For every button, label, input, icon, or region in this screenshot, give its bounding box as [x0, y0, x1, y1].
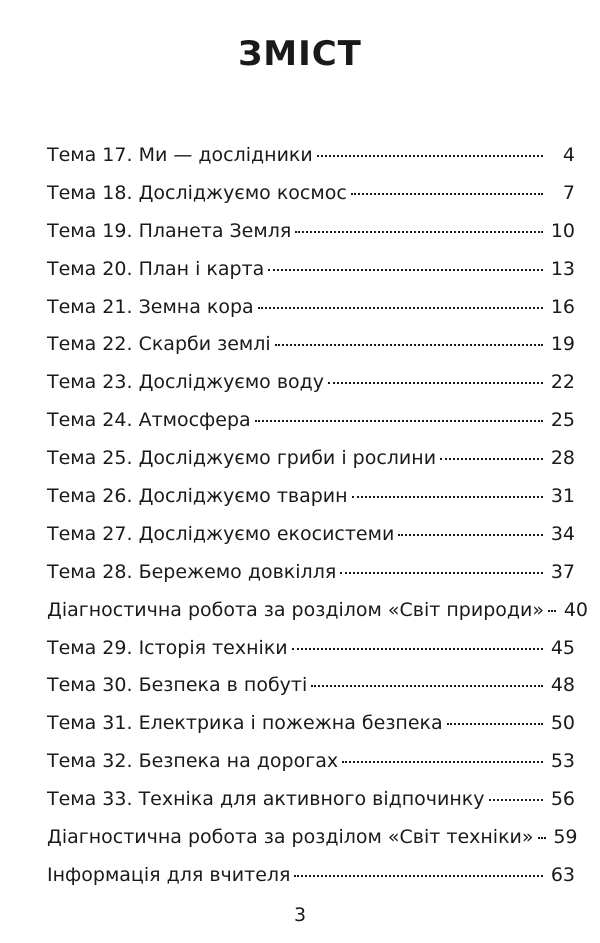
toc-entry-label: Тема 19. Планета Земля — [47, 219, 292, 242]
toc-entry-label: Тема 30. Безпека в побуті — [47, 674, 308, 697]
toc-entry-page: 4 — [562, 144, 575, 166]
toc-entry-page: 16 — [550, 295, 575, 318]
toc-entry-page: 10 — [550, 219, 575, 242]
toc-entry — [47, 220, 575, 258]
toc-entry — [47, 258, 575, 296]
toc-leader-dots — [398, 534, 543, 536]
toc-entry-label: Тема 17. Ми — дослідники — [47, 144, 313, 166]
toc-entry-page: 50 — [550, 712, 575, 735]
toc-entry-page: 53 — [550, 750, 575, 773]
toc-entry-page: 63 — [550, 863, 575, 886]
toc-leader-dots — [447, 723, 543, 725]
toc-entry — [47, 674, 575, 712]
toc-entry — [47, 409, 575, 447]
toc-leader-dots — [268, 269, 543, 271]
toc-entry-label: Тема 23. Досліджуємо воду — [47, 371, 325, 394]
toc-leader-dots — [275, 344, 543, 346]
toc-entry — [47, 333, 575, 371]
toc-leader-dots — [440, 458, 543, 460]
toc-entry-label: Тема 32. Безпека на дорогах — [47, 750, 339, 773]
toc-entry-label: Тема 24. Атмосфера — [47, 409, 251, 432]
toc-entry — [47, 296, 575, 334]
toc-entry-label: Діагностична робота за розділом «Світ техніки» — [47, 826, 534, 849]
page-number: 3 — [293, 904, 307, 926]
toc-entry — [47, 561, 575, 599]
toc-leader-dots — [351, 193, 543, 195]
table-of-contents — [47, 144, 588, 902]
toc-entry-page: 48 — [550, 674, 575, 697]
toc-leader-dots — [548, 610, 556, 612]
toc-entry-label: Тема 28. Бережемо довкілля — [47, 560, 337, 583]
toc-entry-page: 28 — [550, 447, 575, 470]
toc-entry — [47, 523, 575, 561]
toc-entry-page: 45 — [550, 636, 575, 659]
toc-entry-label: Тема 27. Досліджуємо екосистеми — [47, 522, 395, 545]
toc-entry-label: Тема 31. Електрика і пожежна безпека — [47, 712, 443, 735]
toc-leader-dots — [352, 496, 543, 498]
toc-entry-label: Тема 29. Історія техніки — [47, 636, 288, 659]
toc-entry — [47, 788, 575, 826]
toc-entry-page: 13 — [550, 257, 575, 280]
toc-leader-dots — [340, 572, 543, 574]
page-title: ЗМІСТ — [238, 34, 362, 74]
toc-entry-page: 22 — [550, 371, 575, 394]
toc-entry-label: Тема 22. Скарби землі — [47, 333, 271, 356]
toc-leader-dots — [342, 761, 543, 763]
toc-entry — [47, 750, 575, 788]
toc-entry — [47, 144, 575, 182]
toc-entry-page: 59 — [553, 826, 578, 849]
toc-entry — [47, 447, 575, 485]
toc-entry-label: Тема 26. Досліджуємо тварин — [47, 485, 348, 508]
toc-entry-label: Тема 33. Техніка для активного відпочинку — [47, 788, 485, 811]
toc-entry-label: Тема 21. Земна кора — [47, 295, 254, 318]
toc-entry — [47, 371, 575, 409]
toc-entry-page: 37 — [550, 560, 575, 583]
toc-leader-dots — [258, 307, 543, 309]
toc-leader-dots — [311, 685, 543, 687]
toc-entry — [47, 712, 575, 750]
toc-leader-dots — [295, 231, 543, 233]
toc-entry-page: 25 — [550, 409, 575, 432]
toc-leader-dots — [489, 799, 543, 801]
toc-leader-dots — [538, 837, 546, 839]
toc-entry-label: Тема 25. Досліджуємо гриби і рослини — [47, 447, 437, 470]
toc-entry-page: 56 — [550, 788, 575, 811]
toc-entry — [47, 485, 575, 523]
toc-leader-dots — [317, 155, 543, 157]
toc-leader-dots — [294, 875, 543, 877]
toc-leader-dots — [328, 382, 543, 384]
toc-entry-page: 19 — [550, 333, 575, 356]
toc-leader-dots — [292, 648, 543, 650]
toc-entry — [47, 826, 578, 864]
toc-entry-label: Діагностична робота за розділом «Світ природи» — [47, 598, 544, 621]
toc-entry-label: Тема 18. Досліджуємо космос — [47, 181, 347, 204]
toc-entry-label: Інформація для вчителя — [47, 863, 291, 886]
toc-leader-dots — [255, 420, 543, 422]
toc-entry — [47, 864, 575, 902]
toc-entry-page: 31 — [550, 485, 575, 508]
toc-entry-page: 7 — [562, 181, 575, 204]
toc-entry-page: 40 — [563, 598, 588, 621]
toc-entry-label: Тема 20. План і карта — [47, 257, 265, 280]
toc-entry-page: 34 — [550, 522, 575, 545]
toc-entry — [47, 182, 575, 220]
toc-entry — [47, 598, 588, 637]
toc-entry — [47, 637, 575, 675]
